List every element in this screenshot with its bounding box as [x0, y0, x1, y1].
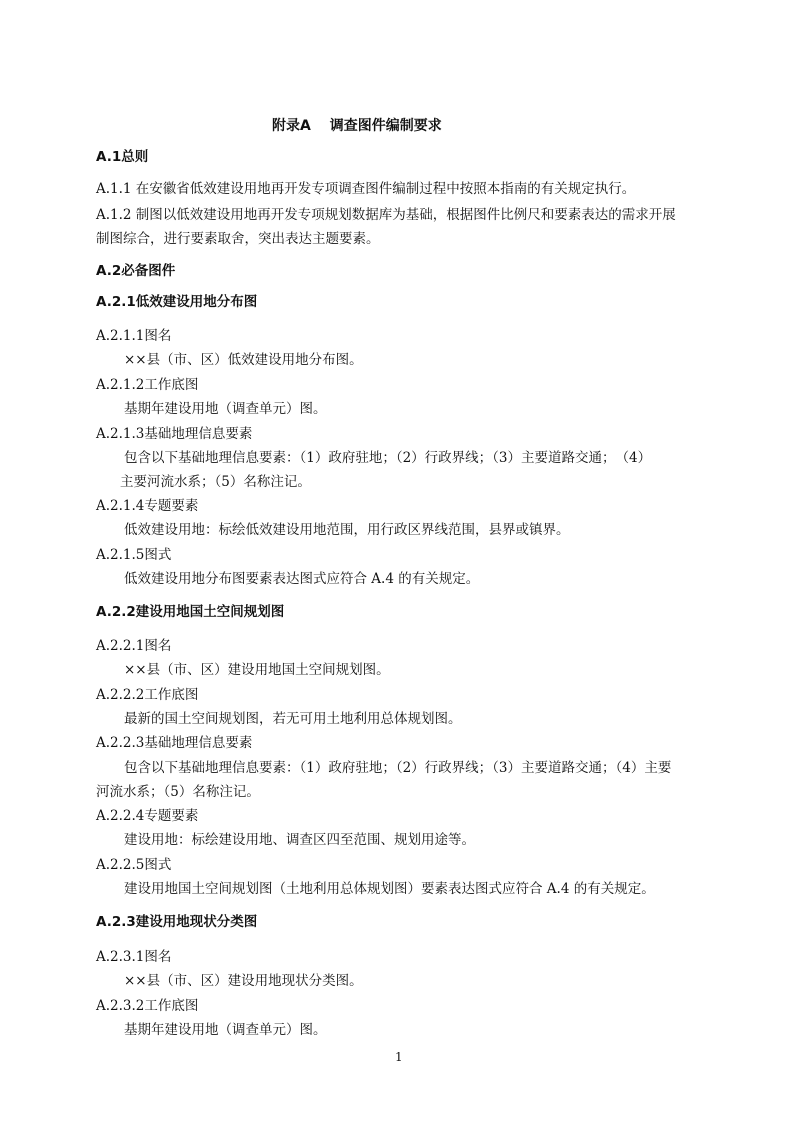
subsection-a22-heading: A.2.2建设用地国土空间规划图 [96, 604, 285, 620]
item-a213-text-line1: 包含以下基础地理信息要素：（1）政府驻地；（2）行政界线；（3）主要道路交通； （4） [124, 450, 652, 466]
item-a225-label: A.2.2.5图式 [96, 857, 172, 873]
item-a211-text: ××县（市、区）低效建设用地分布图。 [124, 352, 363, 368]
item-a231-text: ××县（市、区）建设用地现状分类图。 [124, 973, 363, 989]
item-a212-label: A.2.1.2工作底图 [96, 377, 199, 393]
item-a214-label: A.2.1.4专题要素 [96, 498, 199, 514]
item-a213-label: A.2.1.3基础地理信息要素 [96, 426, 253, 442]
page-number: 1 [395, 1050, 403, 1064]
item-a225-text: 建设用地国土空间规划图（土地利用总体规划图）要素表达图式应符合 A.4 的有关规定。 [124, 881, 655, 897]
item-a223-text-line1: 包含以下基础地理信息要素：（1）政府驻地；（2）行政界线；（3）主要道路交通；（4）主要 [124, 760, 672, 776]
item-a231-label: A.2.3.1图名 [96, 949, 172, 965]
paragraph-a1-2-line1: A.1.2 制图以低效建设用地再开发专项规划数据库为基础，根据图件比例尺和要素表达的需求开展 [96, 207, 676, 223]
item-a224-label: A.2.2.4专题要素 [96, 808, 199, 824]
item-a223-text-line2: 河流水系；（5）名称注记。 [96, 784, 260, 800]
item-a215-label: A.2.1.5图式 [96, 547, 172, 563]
item-a211-label: A.2.1.1图名 [96, 328, 172, 344]
subsection-a23-heading: A.2.3建设用地现状分类图 [96, 914, 258, 930]
item-a224-text: 建设用地：标绘建设用地、调查区四至范围、规划用途等。 [124, 832, 475, 848]
item-a213-text-line2: 主要河流水系；（5）名称注记。 [120, 474, 311, 490]
paragraph-a1-1: A.1.1 在安徽省低效建设用地再开发专项调查图件编制过程中按照本指南的有关规定执行。 [96, 181, 636, 197]
appendix-title: 附录A 调查图件编制要求 [272, 118, 442, 134]
item-a212-text: 基期年建设用地（调查单元）图。 [124, 401, 327, 417]
section-a1-heading: A.1总则 [96, 149, 149, 165]
item-a222-label: A.2.2.2工作底图 [96, 687, 199, 703]
item-a232-label: A.2.3.2工作底图 [96, 998, 199, 1014]
item-a232-text: 基期年建设用地（调查单元）图。 [124, 1022, 327, 1038]
section-a2-heading: A.2必备图件 [96, 263, 176, 279]
item-a221-label: A.2.2.1图名 [96, 638, 172, 654]
paragraph-a1-2-line2: 制图综合，进行要素取舍，突出表达主题要素。 [96, 231, 380, 247]
item-a221-text: ××县（市、区）建设用地国土空间规划图。 [124, 662, 390, 678]
item-a222-text: 最新的国土空间规划图，若无可用土地利用总体规划图。 [124, 711, 462, 727]
item-a223-label: A.2.2.3基础地理信息要素 [96, 735, 253, 751]
subsection-a21-heading: A.2.1低效建设用地分布图 [96, 294, 258, 310]
item-a215-text: 低效建设用地分布图要素表达图式应符合 A.4 的有关规定。 [124, 571, 480, 587]
item-a214-text: 低效建设用地：标绘低效建设用地范围，用行政区界线范围，县界或镇界。 [124, 522, 570, 538]
